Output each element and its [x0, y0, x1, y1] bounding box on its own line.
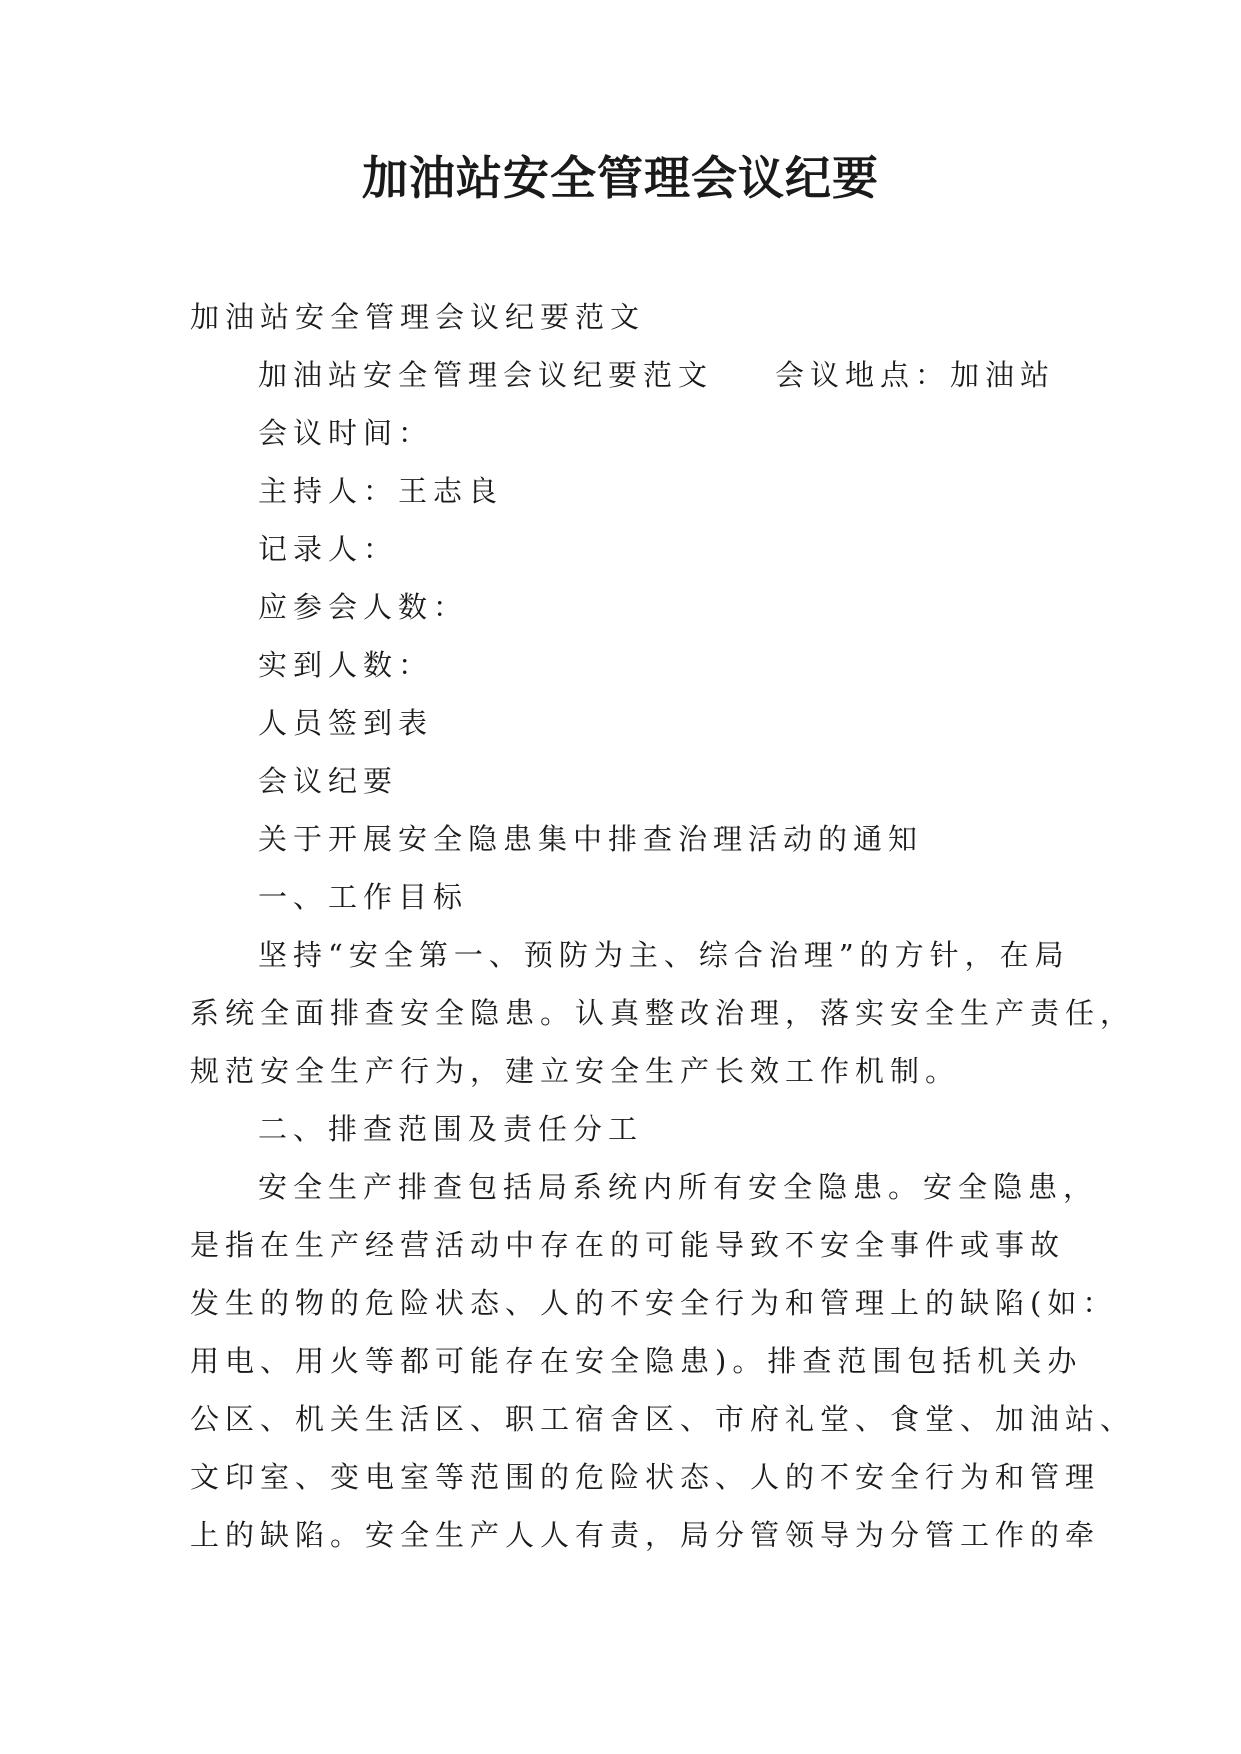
- paragraph-line: 规范安全生产行为，建立安全生产长效工作机制。: [190, 1054, 961, 1088]
- actual-attendees: 实到人数：: [258, 648, 434, 682]
- paragraph-line: 上的缺陷。安全生产人人有责，局分管领导为分管工作的牵: [190, 1518, 1101, 1552]
- paragraph-line: 是指在生产经营活动中存在的可能导致不安全事件或事故: [190, 1228, 1066, 1262]
- paragraph-line: 坚持“安全第一、预防为主、综合治理”的方针，在局: [258, 938, 1070, 972]
- meeting-host: 主持人：王志良: [258, 474, 504, 508]
- document-body: [190, 288, 1136, 1564]
- notice-heading: 关于开展安全隐患集中排查治理活动的通知: [258, 822, 924, 856]
- meeting-location-text: 会议地点：加油站: [775, 358, 1056, 392]
- paragraph-line: 文印室、变电室等范围的危险状态、人的不安全行为和管理: [190, 1460, 1101, 1494]
- section-heading-1: 一、工作目标: [258, 880, 469, 914]
- sign-in-sheet: 人员签到表: [258, 706, 434, 740]
- document-title: 加油站安全管理会议纪要: [362, 151, 879, 205]
- paragraph-line: 公区、机关生活区、职工宿舍区、市府礼堂、食堂、加油站、: [190, 1402, 1136, 1436]
- meeting-recorder: 记录人：: [258, 532, 399, 566]
- paragraph-line: 发生的物的危险状态、人的不安全行为和管理上的缺陷(如：: [190, 1286, 1118, 1320]
- meeting-time: 会议时间：: [258, 416, 434, 450]
- paragraph-line: 安全生产排查包括局系统内所有安全隐患。安全隐患，: [258, 1170, 1099, 1204]
- paragraph-line: 系统全面排查安全隐患。认真整改治理，落实安全生产责任，: [190, 996, 1136, 1030]
- meeting-minutes-heading: 会议纪要: [258, 764, 399, 798]
- paragraph-subtitle: 加油站安全管理会议纪要范文: [190, 300, 646, 334]
- paragraph-line: 用电、用火等都可能存在安全隐患)。排查范围包括机关办: [190, 1344, 1083, 1378]
- expected-attendees: 应参会人数：: [258, 590, 469, 624]
- header-title-text: 加油站安全管理会议纪要范文: [258, 358, 714, 392]
- section-heading-2: 二、排查范围及责任分工: [258, 1112, 644, 1146]
- paragraph-header-line: [190, 346, 1056, 404]
